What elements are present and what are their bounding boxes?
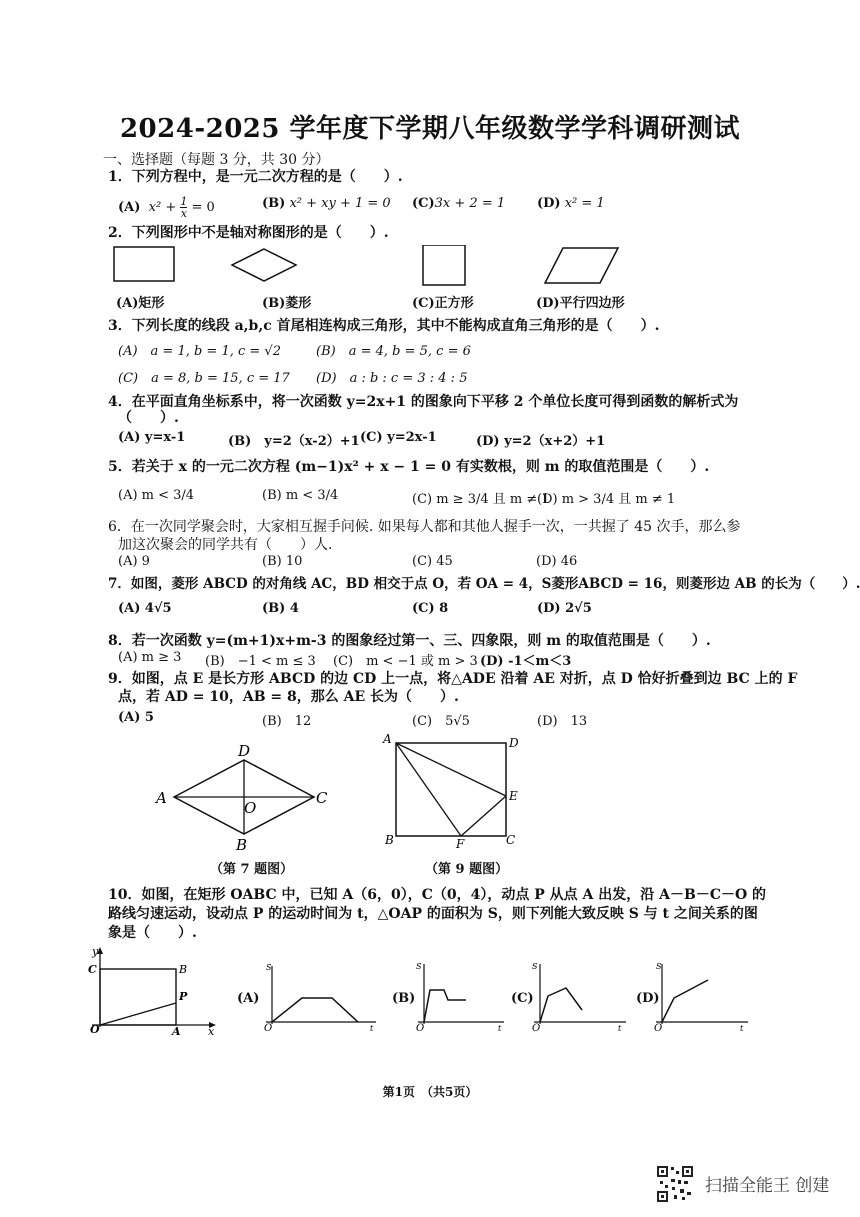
label-b: B [179, 963, 188, 976]
label-b: B [385, 833, 394, 847]
label-e: E [509, 789, 518, 803]
q3-option-b: (B) a = 4, b = 5, c = 6 [316, 344, 471, 359]
question-9-stem: 9．如图，点 E 是长方形 ABCD 的边 CD 上一点，将△ADE 沿着 AE 对折，点 D 恰好折叠到边 BC 上的 F [108, 671, 798, 687]
figure-9-rectangle [378, 730, 528, 850]
figure-7-caption: （第 7 题图） [210, 862, 294, 877]
question-4-stem-cont: （ ）. [118, 410, 179, 426]
svg-text:O: O [532, 1023, 541, 1032]
graph-c [530, 960, 630, 1032]
graph-d-curve [662, 980, 708, 1022]
graph-c-curve [540, 988, 582, 1022]
q5-option-b: (B) m < 3/4 [262, 488, 339, 503]
label-y: y [92, 945, 99, 958]
label-f: F [456, 837, 465, 850]
svg-text:O: O [264, 1023, 273, 1032]
scanner-watermark: 扫描全能王 创建 [705, 1176, 830, 1196]
svg-text:O: O [416, 1023, 425, 1032]
label-d: D [509, 736, 519, 750]
question-10-stem-cont: 路线匀速运动，设动点 P 的运动时间为 t，△OAP 的面积为 S，则下列能大致反映 S 与 t 之间关系的图 [108, 906, 758, 922]
svg-text:t: t [740, 1024, 744, 1032]
q7-option-b: (B) 4 [262, 601, 299, 616]
q1-option-c: (C)3x + 2 = 1 [412, 196, 506, 211]
label-a: A [156, 789, 167, 807]
graph-d-label: (D) [636, 991, 660, 1006]
svg-text:S: S [416, 962, 422, 971]
label-o: O [244, 799, 257, 817]
svg-text:t: t [618, 1024, 622, 1032]
rectangle-oabc [100, 969, 176, 1025]
svg-text:S: S [266, 963, 272, 972]
question-8-stem: 8．若一次函数 y=(m+1)x+m-3 的图象经过第一、三、四象限，则 m 的取值范围是（ ）. [108, 633, 711, 649]
label-p: P [179, 990, 188, 1003]
question-10-stem-cont2: 象是（ ）. [108, 925, 197, 941]
label-x: x [208, 1025, 215, 1035]
svg-text:t: t [498, 1024, 502, 1032]
segment-af [396, 743, 461, 836]
q3-option-c: (C) a = 8, b = 15, c = 17 [118, 371, 290, 386]
q6-option-c: (C) 45 [412, 554, 453, 569]
graph-a [262, 960, 382, 1032]
q8-option-c: (C) m < −1 或 m > 3 [333, 654, 478, 669]
q4-option-a: (A) y=x-1 [118, 430, 186, 445]
q9-option-d: (D) 13 [537, 714, 588, 729]
q8-option-d: (D) -1＜m＜3 [480, 654, 572, 669]
question-4-stem: 4．在平面直角坐标系中，将一次函数 y=2x+1 的图象向下平移 2 个单位长度可得到函数的解析式为 [108, 394, 739, 410]
q7-option-c: (C) 8 [412, 601, 449, 616]
square-shape [423, 245, 465, 285]
figure-7-rhombus [150, 740, 340, 855]
graph-a-curve [272, 998, 358, 1022]
q7-option-a: (A) 4√5 [118, 601, 172, 616]
q2-caption-d: (D)平行四边形 [536, 296, 625, 311]
graph-c-label: (C) [511, 991, 534, 1006]
svg-text:S: S [656, 962, 662, 971]
q10-rectangle-figure [86, 945, 226, 1035]
label-d: D [238, 742, 251, 760]
question-1-stem: 1．下列方程中，是一元二次方程的是（ ）. [108, 169, 403, 185]
parallelogram-shape [545, 248, 618, 283]
question-10-stem: 10．如图，在矩形 OABC 中，已知 A（6，0），C（0，4），动点 P 从点 A 出发，沿 A－B－C－O 的 [108, 887, 767, 903]
label-b: B [236, 836, 248, 854]
graph-b-curve [424, 990, 466, 1022]
q2-caption-a: (A)矩形 [116, 296, 165, 311]
rhombus-shape [232, 249, 296, 281]
q2-shapes [110, 245, 650, 290]
svg-text:t: t [370, 1024, 374, 1032]
q1-option-d: (D) x² = 1 [537, 196, 605, 211]
q4-option-c: (C) y=2x-1 [360, 430, 437, 445]
q6-option-b: (B) 10 [262, 554, 303, 569]
label-o: O [90, 1023, 100, 1035]
graph-d [652, 960, 752, 1032]
qr-code-icon [656, 1165, 694, 1203]
label-c: C [506, 833, 516, 847]
q8-option-b: (B) −1 < m ≤ 3 [205, 654, 316, 669]
q3-option-a: (A) a = 1, b = 1, c = √2 [118, 344, 281, 359]
question-3-stem: 3．下列长度的线段 a,b,c 首尾相连构成三角形，其中不能构成直角三角形的是（ ）. [108, 318, 660, 334]
page-number: 第1页 （共5页） [382, 1085, 478, 1099]
segment-op [100, 1003, 176, 1025]
question-5-stem: 5．若关于 x 的一元二次方程 (m−1)x² + x − 1 = 0 有实数根，则 m 的取值范围是（ ）. [108, 459, 710, 475]
q1-option-b: (B) x² + xy + 1 = 0 [262, 196, 391, 211]
q1-option-a: (A) x² + $\frac{1}{x}$ = 0 [118, 195, 215, 220]
q8-option-a: (A) m ≥ 3 [118, 650, 182, 665]
label-a: A [383, 732, 392, 746]
graph-b-label: (B) [392, 991, 416, 1006]
label-c: C [316, 789, 328, 807]
svg-text:O: O [654, 1023, 663, 1032]
q2-caption-c: (C)正方形 [412, 296, 474, 311]
question-7-stem: 7．如图，菱形 ABCD 的对角线 AC，BD 相交于点 O，若 OA = 4，S菱形ABCD = 16，则菱形边 AB 的长为（ ）. [108, 576, 860, 592]
question-6-stem: 6．在一次同学聚会时，大家相互握手问候. 如果每人都和其他人握手一次，一共握了 45 次手，那么参 [108, 519, 741, 535]
page-title: 2024-2025 学年度下学期八年级数学学科调研测试 [119, 114, 741, 144]
graph-b [408, 960, 508, 1032]
q5-option-d: (D) m > 3/4 且 m ≠ 1 [537, 492, 676, 507]
figure-9-caption: （第 9 题图） [425, 862, 509, 877]
segment-ae [396, 743, 506, 796]
section-heading: 一、选择题（每题 3 分，共 30 分） [103, 152, 330, 168]
q2-caption-b: (B)菱形 [262, 296, 312, 311]
svg-text:S: S [532, 962, 538, 971]
question-2-stem: 2．下列图形中不是轴对称图形的是（ ）. [108, 225, 389, 241]
label-a: A [172, 1025, 181, 1035]
q4-option-d: (D) y=2（x+2）+1 [476, 434, 606, 449]
q9-option-a: (A) 5 [118, 710, 154, 725]
label-c: C [88, 963, 97, 976]
q7-option-d: (D) 2√5 [537, 601, 592, 616]
question-9-stem-cont: 点，若 AD = 10，AB = 8，那么 AE 长为（ ）. [118, 689, 459, 705]
q6-option-a: (A) 9 [118, 554, 150, 569]
q5-option-c: (C) m ≥ 3/4 且 m ≠ 1 [412, 492, 550, 507]
q9-option-c: (C) 5√5 [412, 714, 470, 729]
q5-option-a: (A) m < 3/4 [118, 488, 195, 503]
question-6-stem-cont: 加这次聚会的同学共有（ ）人. [118, 537, 333, 553]
q9-option-b: (B) 12 [262, 714, 312, 729]
segment-fe [461, 796, 506, 836]
rectangle-shape [114, 247, 174, 281]
graph-a-label: (A) [237, 991, 260, 1006]
q6-option-d: (D) 46 [536, 554, 578, 569]
q4-option-b: (B) y=2（x-2）+1 [228, 434, 360, 449]
q3-option-d: (D) a : b : c = 3 : 4 : 5 [316, 371, 468, 386]
